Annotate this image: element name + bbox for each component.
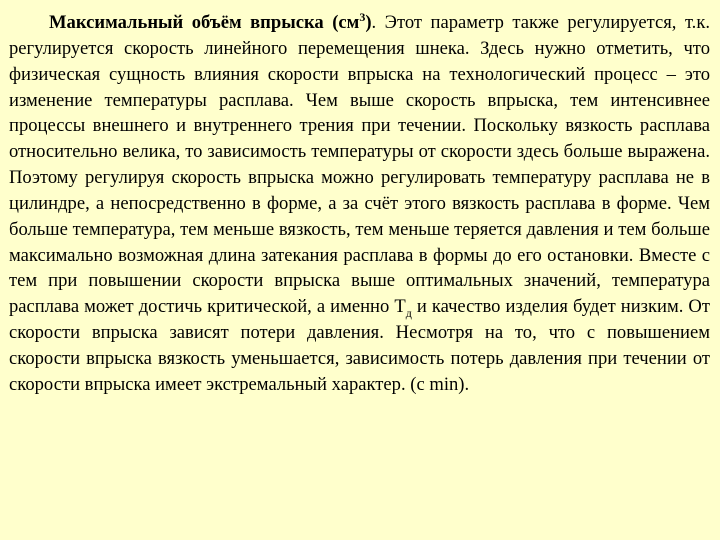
term-superscript: 3: [359, 10, 366, 24]
temperature-subscript: д: [405, 306, 412, 321]
paragraph-text-part2: и качество изделия будет низким. От скорости впрыска зависят потери давления. Несмотря на то, что с повышением скорости впрыска вязкость уменьшается, зависимость потерь давления при течении от скорости впрыска имеет экстремальный характер. (с min).: [9, 296, 710, 395]
term-heading: [49, 12, 372, 33]
term-close: ): [365, 12, 372, 33]
paragraph-text-part1: . Этот параметр также регулируется, т.к. регулируется скорость линейного перемещения шнека. Здесь нужно отметить, что физическая сущность влияния скорости впрыска на технологический процесс – это изменение температуры расплава. Чем выше скорость впрыска, тем интенсивнее процессы внешнего и внутреннего трения при течении. Поскольку вязкость расплава относительно велика, то зависимость температуры от скорости здесь больше выражена. Поэтому регулируя скорость впрыска можно регулировать температуру расплава не в цилиндре, а непосредственно в форме, а за счёт этого вязкость расплава в форме. Чем больше температура, тем меньше вязкость, тем меньше теряется давления и тем больше максимально возможная длина затекания расплава в формы до его остановки. Вместе с тем при повышении скорости впрыска выше оптимальных значений, температура расплава может достичь критической, а именно Т: [9, 12, 710, 318]
term-text: Максимальный объём впрыска (см: [49, 12, 360, 33]
body-paragraph: [9, 10, 710, 398]
